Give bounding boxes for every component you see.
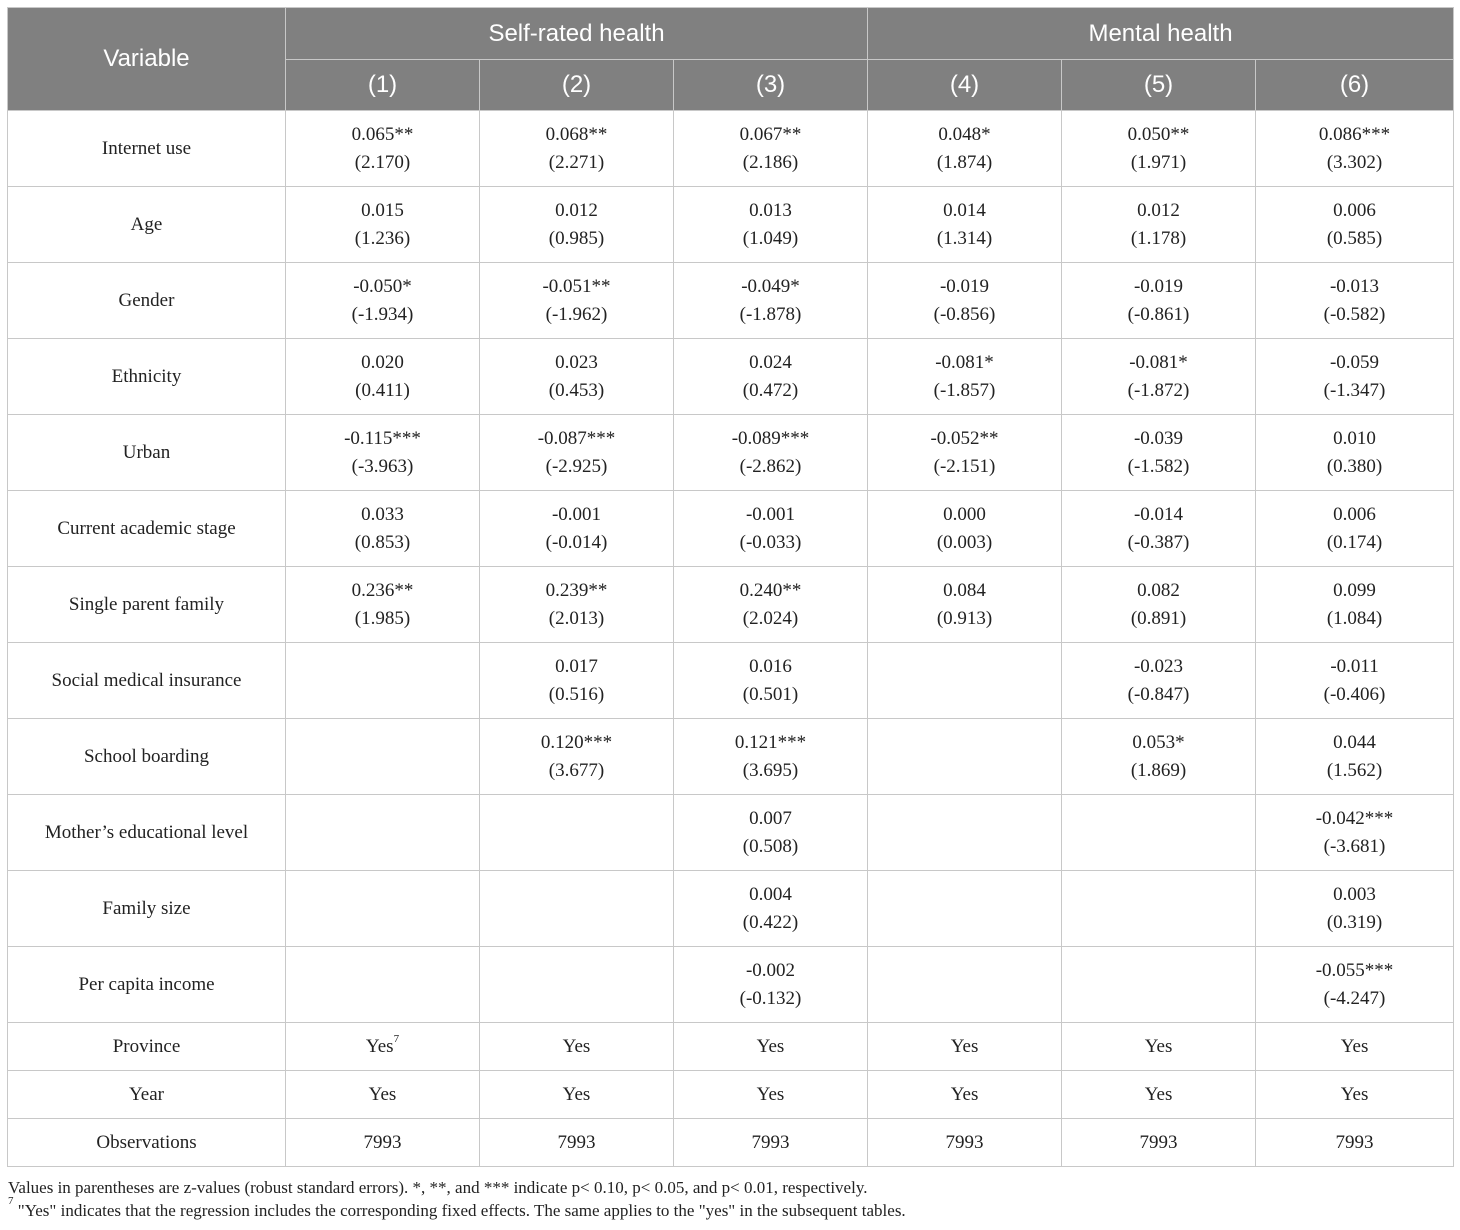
row-label: Province bbox=[8, 1023, 286, 1071]
row-label: School boarding bbox=[8, 719, 286, 795]
z-value: (0.913) bbox=[936, 607, 993, 629]
fixed-effect-cell bbox=[674, 1119, 868, 1167]
z-value: (0.003) bbox=[936, 531, 993, 553]
z-value: (0.516) bbox=[548, 683, 605, 705]
fixed-effect-cell bbox=[1062, 1119, 1256, 1167]
coefficient-cell bbox=[286, 491, 480, 567]
coefficient-cell bbox=[286, 339, 480, 415]
fixed-effect-cell bbox=[868, 1023, 1062, 1071]
coefficient-cell bbox=[286, 415, 480, 491]
z-value: (-3.681) bbox=[1323, 835, 1386, 857]
z-value: (1.236) bbox=[354, 227, 411, 249]
table-row bbox=[8, 947, 1454, 1023]
table-row bbox=[8, 719, 1454, 795]
coefficient-cell bbox=[1062, 339, 1256, 415]
coefficient-cell bbox=[674, 643, 868, 719]
coefficient-cell bbox=[868, 643, 1062, 719]
fixed-effect-cell bbox=[286, 1071, 480, 1119]
coefficient-cell bbox=[286, 871, 480, 947]
coefficient-value: 0.120*** bbox=[540, 731, 613, 753]
coefficient-value: -0.011 bbox=[1330, 655, 1379, 677]
fixed-effect-value: Yes bbox=[1144, 1083, 1173, 1105]
z-value: (2.170) bbox=[354, 151, 411, 173]
z-value: (0.380) bbox=[1326, 455, 1383, 477]
coefficient-cell bbox=[1062, 263, 1256, 339]
coefficient-cell bbox=[868, 415, 1062, 491]
column-header: (6) bbox=[1256, 60, 1454, 111]
coefficient-value: -0.059 bbox=[1329, 351, 1380, 373]
z-value: (-1.934) bbox=[351, 303, 414, 325]
coefficient-value: 0.086*** bbox=[1318, 123, 1391, 145]
coefficient-value: 0.239** bbox=[545, 579, 608, 601]
fixed-effect-value: 7993 bbox=[557, 1131, 596, 1153]
coefficient-cell bbox=[1256, 187, 1454, 263]
z-value: (0.453) bbox=[548, 379, 605, 401]
coefficient-cell bbox=[868, 947, 1062, 1023]
coefficient-value: -0.115*** bbox=[344, 427, 421, 449]
coefficient-cell bbox=[1062, 491, 1256, 567]
coefficient-value: 0.048* bbox=[938, 123, 991, 145]
coefficient-value: -0.039 bbox=[1133, 427, 1184, 449]
fixed-effect-value: Yes bbox=[756, 1083, 785, 1105]
coefficient-cell bbox=[868, 719, 1062, 795]
coefficient-value: -0.051** bbox=[542, 275, 611, 297]
coefficient-cell bbox=[1256, 947, 1454, 1023]
coefficient-cell bbox=[674, 947, 868, 1023]
coefficient-value: -0.013 bbox=[1329, 275, 1380, 297]
coefficient-value: -0.089*** bbox=[731, 427, 810, 449]
fixed-effect-cell bbox=[674, 1071, 868, 1119]
coefficient-cell bbox=[674, 719, 868, 795]
coefficient-value: 0.004 bbox=[749, 883, 792, 905]
coefficient-cell bbox=[868, 567, 1062, 643]
fixed-effect-cell bbox=[1256, 1119, 1454, 1167]
fixed-effect-value: 7993 bbox=[945, 1131, 984, 1153]
z-value: (1.314) bbox=[936, 227, 993, 249]
z-value: (-1.872) bbox=[1127, 379, 1190, 401]
z-value: (0.422) bbox=[742, 911, 799, 933]
coefficient-value: 0.012 bbox=[555, 199, 598, 221]
fixed-effect-value: Yes bbox=[950, 1083, 979, 1105]
coefficient-cell bbox=[1062, 567, 1256, 643]
coefficient-value: -0.014 bbox=[1133, 503, 1184, 525]
coefficient-cell bbox=[674, 567, 868, 643]
table-row bbox=[8, 415, 1454, 491]
table-row bbox=[8, 111, 1454, 187]
fixed-effect-value: 7993 bbox=[1335, 1131, 1374, 1153]
self-rated-health-header: Self-rated health bbox=[286, 8, 868, 60]
column-header: (4) bbox=[868, 60, 1062, 111]
z-value: (1.874) bbox=[936, 151, 993, 173]
coefficient-cell bbox=[286, 643, 480, 719]
coefficient-value: 0.007 bbox=[749, 807, 792, 829]
fixed-effect-cell bbox=[1062, 1071, 1256, 1119]
coefficient-value: -0.087*** bbox=[537, 427, 616, 449]
footnote-marker: 7 bbox=[8, 1195, 14, 1208]
z-value: (0.891) bbox=[1130, 607, 1187, 629]
z-value: (1.049) bbox=[742, 227, 799, 249]
fixed-effect-cell bbox=[674, 1023, 868, 1071]
coefficient-value: 0.082 bbox=[1137, 579, 1180, 601]
fixed-effect-value: Yes bbox=[1144, 1035, 1173, 1057]
variable-header: Variable bbox=[8, 8, 286, 111]
z-value: (-0.847) bbox=[1127, 683, 1190, 705]
coefficient-cell bbox=[674, 491, 868, 567]
fixed-effect-value: 7993 bbox=[751, 1131, 790, 1153]
fixed-effect-value: Yes bbox=[365, 1035, 394, 1057]
column-header: (3) bbox=[674, 60, 868, 111]
row-label: Current academic stage bbox=[8, 491, 286, 567]
coefficient-cell bbox=[1062, 719, 1256, 795]
z-value: (3.677) bbox=[548, 759, 605, 781]
z-value: (0.508) bbox=[742, 835, 799, 857]
coefficient-value: 0.010 bbox=[1333, 427, 1376, 449]
z-value: (-2.151) bbox=[933, 455, 996, 477]
coefficient-value: 0.006 bbox=[1333, 503, 1376, 525]
coefficient-cell bbox=[868, 263, 1062, 339]
column-header: (1) bbox=[286, 60, 480, 111]
fixed-effect-value: Yes bbox=[950, 1035, 979, 1057]
coefficient-cell bbox=[1256, 491, 1454, 567]
coefficient-cell bbox=[286, 187, 480, 263]
coefficient-value: 0.006 bbox=[1333, 199, 1376, 221]
coefficient-cell bbox=[480, 339, 674, 415]
z-value: (2.024) bbox=[742, 607, 799, 629]
coefficient-cell bbox=[868, 491, 1062, 567]
row-label: Internet use bbox=[8, 111, 286, 187]
z-value: (0.853) bbox=[354, 531, 411, 553]
table-row bbox=[8, 491, 1454, 567]
table-row bbox=[8, 643, 1454, 719]
table-row bbox=[8, 1023, 1454, 1071]
coefficient-value: 0.020 bbox=[361, 351, 404, 373]
coefficient-value: 0.099 bbox=[1333, 579, 1376, 601]
coefficient-value: 0.050** bbox=[1127, 123, 1190, 145]
z-value: (-0.406) bbox=[1323, 683, 1386, 705]
coefficient-cell bbox=[1062, 871, 1256, 947]
coefficient-value: 0.068** bbox=[545, 123, 608, 145]
coefficient-value: -0.002 bbox=[745, 959, 796, 981]
row-label: Single parent family bbox=[8, 567, 286, 643]
z-value: (-0.387) bbox=[1127, 531, 1190, 553]
coefficient-value: 0.003 bbox=[1333, 883, 1376, 905]
z-value: (-0.582) bbox=[1323, 303, 1386, 325]
coefficient-cell bbox=[286, 719, 480, 795]
z-value: (-0.861) bbox=[1127, 303, 1190, 325]
coefficient-value: 0.000 bbox=[943, 503, 986, 525]
z-value: (1.562) bbox=[1326, 759, 1383, 781]
coefficient-cell bbox=[674, 339, 868, 415]
fixed-effect-cell bbox=[480, 1071, 674, 1119]
footnote-marker: 7 bbox=[393, 1033, 400, 1046]
coefficient-cell bbox=[1062, 187, 1256, 263]
table-row bbox=[8, 1071, 1454, 1119]
row-label: Per capita income bbox=[8, 947, 286, 1023]
coefficient-value: 0.016 bbox=[749, 655, 792, 677]
z-value: (1.985) bbox=[354, 607, 411, 629]
row-label: Ethnicity bbox=[8, 339, 286, 415]
coefficient-cell bbox=[868, 339, 1062, 415]
z-value: (3.695) bbox=[742, 759, 799, 781]
z-value: (-3.963) bbox=[351, 455, 414, 477]
fixed-effect-cell bbox=[480, 1119, 674, 1167]
mental-health-header: Mental health bbox=[868, 8, 1454, 60]
coefficient-cell bbox=[674, 187, 868, 263]
coefficient-value: 0.033 bbox=[361, 503, 404, 525]
coefficient-value: 0.023 bbox=[555, 351, 598, 373]
coefficient-value: -0.052** bbox=[930, 427, 999, 449]
fixed-effect-value: Yes bbox=[562, 1035, 591, 1057]
fixed-effect-cell bbox=[480, 1023, 674, 1071]
coefficient-cell bbox=[1256, 719, 1454, 795]
coefficient-cell bbox=[1256, 871, 1454, 947]
coefficient-value: 0.121*** bbox=[734, 731, 807, 753]
z-value: (0.472) bbox=[742, 379, 799, 401]
coefficient-cell bbox=[480, 111, 674, 187]
fixed-effect-value: Yes bbox=[368, 1083, 397, 1105]
coefficient-value: 0.053* bbox=[1132, 731, 1185, 753]
regression-table bbox=[7, 7, 1454, 1167]
row-label: Gender bbox=[8, 263, 286, 339]
fixed-effect-cell bbox=[1256, 1023, 1454, 1071]
coefficient-value: 0.240** bbox=[739, 579, 802, 601]
fixed-effect-cell bbox=[868, 1119, 1062, 1167]
coefficient-cell bbox=[1256, 111, 1454, 187]
coefficient-value: 0.012 bbox=[1137, 199, 1180, 221]
coefficient-cell bbox=[674, 111, 868, 187]
significance-note: Values in parentheses are z-values (robust standard errors). *, **, and *** indicate p< 0.10, p< 0.05, and p< 0.01, respectively. bbox=[8, 1178, 868, 1197]
coefficient-cell bbox=[480, 719, 674, 795]
z-value: (3.302) bbox=[1326, 151, 1383, 173]
fixed-effects-note bbox=[8, 1195, 906, 1221]
coefficient-cell bbox=[286, 111, 480, 187]
coefficient-cell bbox=[1062, 415, 1256, 491]
coefficient-value: -0.050* bbox=[353, 275, 412, 297]
fixed-effect-value: 7993 bbox=[363, 1131, 402, 1153]
z-value: (-1.962) bbox=[545, 303, 608, 325]
coefficient-value: -0.081* bbox=[935, 351, 994, 373]
z-value: (-2.925) bbox=[545, 455, 608, 477]
z-value: (0.585) bbox=[1326, 227, 1383, 249]
table-body bbox=[8, 111, 1454, 1167]
z-value: (0.411) bbox=[355, 379, 410, 401]
z-value: (-1.582) bbox=[1127, 455, 1190, 477]
table-row bbox=[8, 263, 1454, 339]
z-value: (1.084) bbox=[1326, 607, 1383, 629]
coefficient-value: -0.001 bbox=[551, 503, 602, 525]
coefficient-cell bbox=[1062, 111, 1256, 187]
coefficient-cell bbox=[1256, 567, 1454, 643]
fixed-effect-value: Yes bbox=[756, 1035, 785, 1057]
coefficient-cell bbox=[1256, 643, 1454, 719]
coefficient-value: 0.065** bbox=[351, 123, 414, 145]
z-value: (1.869) bbox=[1130, 759, 1187, 781]
coefficient-cell bbox=[674, 795, 868, 871]
coefficient-cell bbox=[1256, 415, 1454, 491]
table-row bbox=[8, 871, 1454, 947]
coefficient-value: -0.023 bbox=[1133, 655, 1184, 677]
coefficient-value: 0.024 bbox=[749, 351, 792, 373]
coefficient-value: 0.067** bbox=[739, 123, 802, 145]
coefficient-value: -0.055*** bbox=[1315, 959, 1394, 981]
row-label: Urban bbox=[8, 415, 286, 491]
coefficient-cell bbox=[868, 111, 1062, 187]
coefficient-value: -0.081* bbox=[1129, 351, 1188, 373]
fixed-effect-value: 7993 bbox=[1139, 1131, 1178, 1153]
z-value: (2.186) bbox=[742, 151, 799, 173]
coefficient-value: 0.017 bbox=[555, 655, 598, 677]
coefficient-cell bbox=[286, 947, 480, 1023]
z-value: (0.174) bbox=[1326, 531, 1383, 553]
coefficient-value: 0.084 bbox=[943, 579, 986, 601]
z-value: (2.271) bbox=[548, 151, 605, 173]
coefficient-cell bbox=[480, 871, 674, 947]
z-value: (1.971) bbox=[1130, 151, 1187, 173]
fixed-effect-cell bbox=[286, 1023, 480, 1071]
coefficient-cell bbox=[868, 795, 1062, 871]
coefficient-value: 0.044 bbox=[1333, 731, 1376, 753]
fixed-effect-cell bbox=[1256, 1071, 1454, 1119]
coefficient-cell bbox=[1062, 795, 1256, 871]
z-value: (2.013) bbox=[548, 607, 605, 629]
row-label: Observations bbox=[8, 1119, 286, 1167]
z-value: (-1.857) bbox=[933, 379, 996, 401]
coefficient-value: -0.042*** bbox=[1315, 807, 1394, 829]
table-row bbox=[8, 339, 1454, 415]
row-label: Year bbox=[8, 1071, 286, 1119]
coefficient-value: 0.013 bbox=[749, 199, 792, 221]
table-row bbox=[8, 187, 1454, 263]
coefficient-cell bbox=[674, 415, 868, 491]
coefficient-cell bbox=[1256, 263, 1454, 339]
table-row bbox=[8, 567, 1454, 643]
z-value: (-0.132) bbox=[739, 987, 802, 1009]
coefficient-cell bbox=[1256, 339, 1454, 415]
coefficient-cell bbox=[286, 567, 480, 643]
fixed-effect-value: Yes bbox=[1340, 1083, 1369, 1105]
coefficient-value: -0.019 bbox=[1133, 275, 1184, 297]
fixed-effect-cell bbox=[868, 1071, 1062, 1119]
coefficient-cell bbox=[480, 567, 674, 643]
z-value: (0.319) bbox=[1326, 911, 1383, 933]
fixed-effect-cell bbox=[286, 1119, 480, 1167]
z-value: (0.501) bbox=[742, 683, 799, 705]
z-value: (1.178) bbox=[1130, 227, 1187, 249]
fixed-effect-value: Yes bbox=[1340, 1035, 1369, 1057]
coefficient-cell bbox=[674, 871, 868, 947]
coefficient-cell bbox=[480, 643, 674, 719]
coefficient-value: 0.236** bbox=[351, 579, 414, 601]
z-value: (-4.247) bbox=[1323, 987, 1386, 1009]
z-value: (-1.878) bbox=[739, 303, 802, 325]
z-value: (-0.856) bbox=[933, 303, 996, 325]
table-row bbox=[8, 795, 1454, 871]
coefficient-value: -0.001 bbox=[745, 503, 796, 525]
column-header: (5) bbox=[1062, 60, 1256, 111]
fixed-effect-value: Yes bbox=[562, 1083, 591, 1105]
z-value: (0.985) bbox=[548, 227, 605, 249]
coefficient-cell bbox=[1256, 795, 1454, 871]
coefficient-value: 0.015 bbox=[361, 199, 404, 221]
row-label: Age bbox=[8, 187, 286, 263]
coefficient-cell bbox=[480, 415, 674, 491]
coefficient-cell bbox=[868, 187, 1062, 263]
coefficient-cell bbox=[286, 263, 480, 339]
fixed-effects-note-text: "Yes" indicates that the regression includes the corresponding fixed effects. The same applies to the "yes" in the subsequent tables. bbox=[13, 1201, 906, 1220]
column-header: (2) bbox=[480, 60, 674, 111]
coefficient-cell bbox=[1062, 643, 1256, 719]
coefficient-cell bbox=[480, 795, 674, 871]
row-label: Mother’s educational level bbox=[8, 795, 286, 871]
coefficient-cell bbox=[286, 795, 480, 871]
z-value: (-0.014) bbox=[545, 531, 608, 553]
coefficient-cell bbox=[674, 263, 868, 339]
coefficient-cell bbox=[1062, 947, 1256, 1023]
row-label: Family size bbox=[8, 871, 286, 947]
coefficient-cell bbox=[480, 187, 674, 263]
z-value: (-2.862) bbox=[739, 455, 802, 477]
z-value: (-1.347) bbox=[1323, 379, 1386, 401]
fixed-effect-cell bbox=[1062, 1023, 1256, 1071]
coefficient-value: 0.014 bbox=[943, 199, 986, 221]
table-row bbox=[8, 1119, 1454, 1167]
z-value: (-0.033) bbox=[739, 531, 802, 553]
coefficient-value: -0.019 bbox=[939, 275, 990, 297]
coefficient-cell bbox=[480, 263, 674, 339]
coefficient-cell bbox=[480, 947, 674, 1023]
row-label: Social medical insurance bbox=[8, 643, 286, 719]
coefficient-cell bbox=[480, 491, 674, 567]
coefficient-value: -0.049* bbox=[741, 275, 800, 297]
coefficient-cell bbox=[868, 871, 1062, 947]
